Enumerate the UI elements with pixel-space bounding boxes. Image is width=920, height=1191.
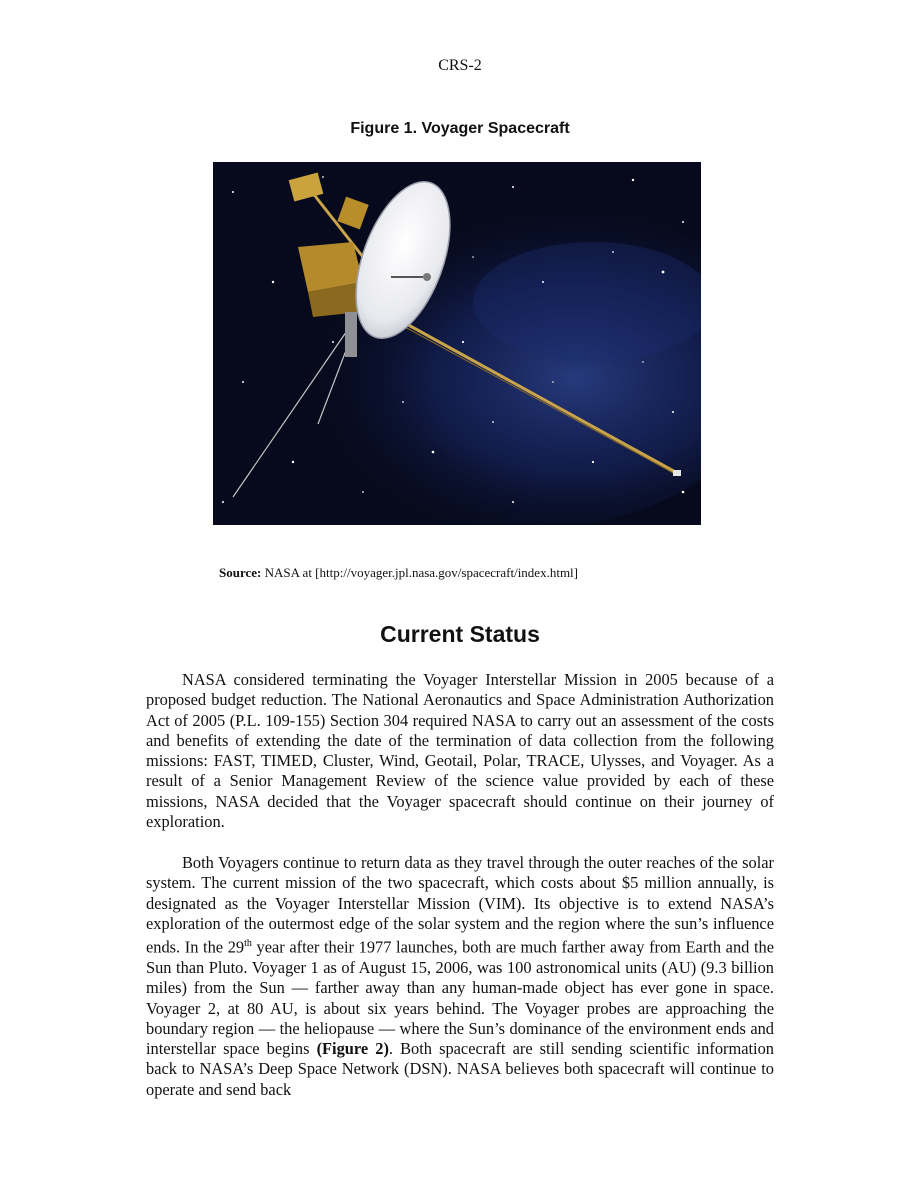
figure-caption: Figure 1. Voyager Spacecraft bbox=[350, 120, 570, 137]
source-label: Source: bbox=[219, 565, 262, 580]
page-number: CRS-2 bbox=[438, 57, 482, 74]
section-heading: Current Status bbox=[380, 621, 540, 647]
paragraph-2-text-c: . Both spacecraft are still sending scientific information back to NASA’s Deep Space Network (DSN). NASA believes both spacecraft will continue to operate and send back bbox=[146, 1039, 774, 1099]
figure-source bbox=[219, 565, 578, 581]
paragraph-2-text-b: year after their 1977 launches, both are much farther away from Earth and the Sun than Pluto. Voyager 1 as of August 15, 2006, was 100 astronomical units (AU) (9.3 billion miles) from the Sun — farther away than any human-made object has ever gone in space. Voyager 2, at 80 AU, is about six years behind. The Voyager probes are approaching the boundary region — the heliopause — where the Sun’s dominance of the environment ends and interstellar space begins bbox=[146, 937, 774, 1059]
paragraph-1-text: NASA considered terminating the Voyager Interstellar Mission in 2005 because of a proposed budget reduction. The National Aeronautics and Space Administration Authorization Act of 2005 (P.L. 109-155) Section 304 required NASA to carry out an assessment of the costs and benefits of extending the date of the termination of data collection from the following missions: FAST, TIMED, Cluster, Wind, Geotail, Polar, TRACE, Ulysses, and Voyager. As a result of a Senior Management Review of the science value provided by each of these missions, NASA decided that the Voyager spacecraft should continue on their journey of exploration. bbox=[146, 670, 774, 832]
paragraph bbox=[146, 670, 774, 832]
source-text: NASA at [http://voyager.jpl.nasa.gov/spacecraft/index.html bbox=[264, 565, 574, 580]
figure-2-reference: (Figure 2) bbox=[316, 1039, 389, 1059]
paragraph-2-text-a: Both Voyagers continue to return data as they travel through the outer reaches of the solar system. The current mission of the two spacecraft, which costs about $5 million annually, is designated as the Voyager Interstellar Mission (VIM). Its objective is to extend NASA’s exploration of the outermost edge of the solar system and the region where the sun’s influence ends. In the 29 bbox=[146, 853, 774, 957]
voyager-spacecraft-image bbox=[213, 162, 701, 525]
paragraph bbox=[146, 853, 774, 1100]
ordinal-superscript: th bbox=[244, 938, 252, 950]
source-close-bracket: ] bbox=[573, 565, 579, 580]
